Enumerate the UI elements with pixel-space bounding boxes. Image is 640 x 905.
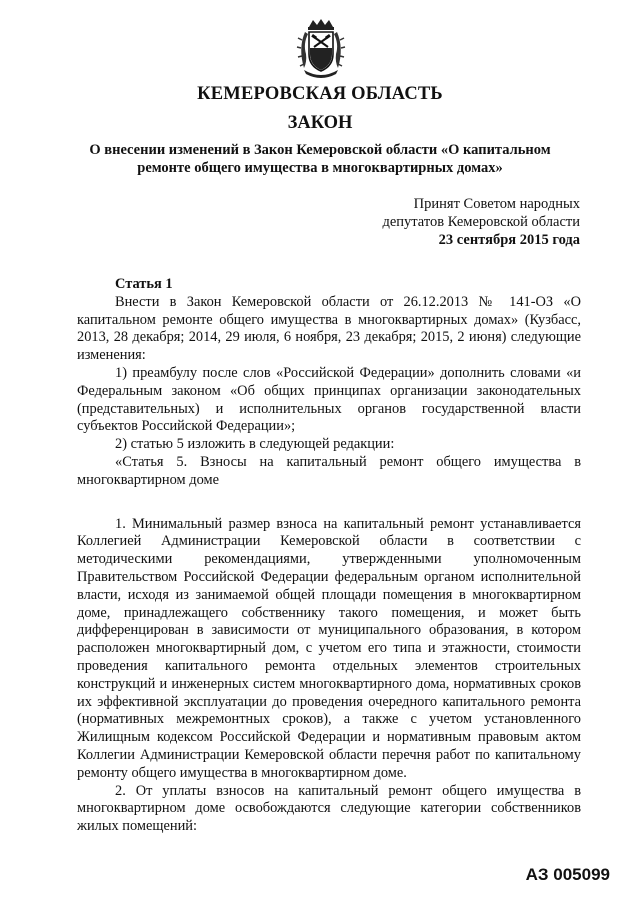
law-title-line-2: ремонте общего имущества в многоквартирных домах» [137,160,503,176]
document-serial-number: АЗ 005099 [525,865,610,884]
adoption-line-2: депутатов Кемеровской области [382,214,580,230]
article-heading: Статья 1 [115,276,173,292]
amendment-item-1: 1) преамбулу после слов «Российской Федерации» дополнить словами «и Федеральным законом «Об общих принципах организации законодательных (представительных) и исполнительных органов государственной власти субъектов Российской Федерации»; [77,364,581,435]
paragraph-2: 2. От уплаты взносов на капитальный ремонт общего имущества в многоквартирном доме освобождаются следующие категории собственников жилых помещений: [77,782,581,835]
law-title [70,141,570,177]
quoted-article-heading: «Статья 5. Взносы на капитальный ремонт общего имущества в многоквартирном доме [77,453,581,488]
article-body [77,276,581,836]
adoption-line-1: Принят Советом народных [413,196,580,212]
document-type: ЗАКОН [287,113,353,133]
law-title-line-1: О внесении изменений в Закон Кемеровской области «О капитальном [89,142,551,158]
coat-of-arms-icon [296,18,346,82]
adoption-block [340,195,580,249]
article-intro: Внести в Закон Кемеровской области от 26.12.2013 № 141-ОЗ «О капитальном ремонте общего имущества в многоквартирных домах» (Кузбасс, 2013, 28 декабря; 2014, 29 июля, 6 ноября, 23 декабря; 2015, 2 июня) следующие изменения: [77,293,581,364]
paragraph-1: 1. Минимальный размер взноса на капитальный ремонт устанавливается Коллегией Администрации Кемеровской области в соответствии с методическими рекомендациями, утвержденными уполномоченным Правительством Российской Федерации федеральным органом исполнительной власти, исходя из занимаемой общей площади помещения в многоквартирном доме, принадлежащего собственнику такого помещения, и может быть дифференцирован в зависимости от муниципального образования, в котором расположен многоквартирный дом, с учетом его типа и этажности, стоимости проведения капитального ремонта отдельных элементов строительных конструкций и инженерных систем многоквартирного дома, нормативных сроков их эффективной эксплуатации до проведения очередного капитального ремонта (нормативных межремонтных сроков), а также с учетом установленного Жилищным кодексом Российской Федерации и нормативным правовым актом Коллегии Администрации Кемеровской области перечня работ по капитальному ремонту общего имущества в многоквартирном доме. [77,515,581,781]
region-name: КЕМЕРОВСКАЯ ОБЛАСТЬ [197,84,443,104]
adoption-date: 23 сентября 2015 года [438,232,580,248]
amendment-item-2: 2) статью 5 изложить в следующей редакции: [115,436,395,453]
